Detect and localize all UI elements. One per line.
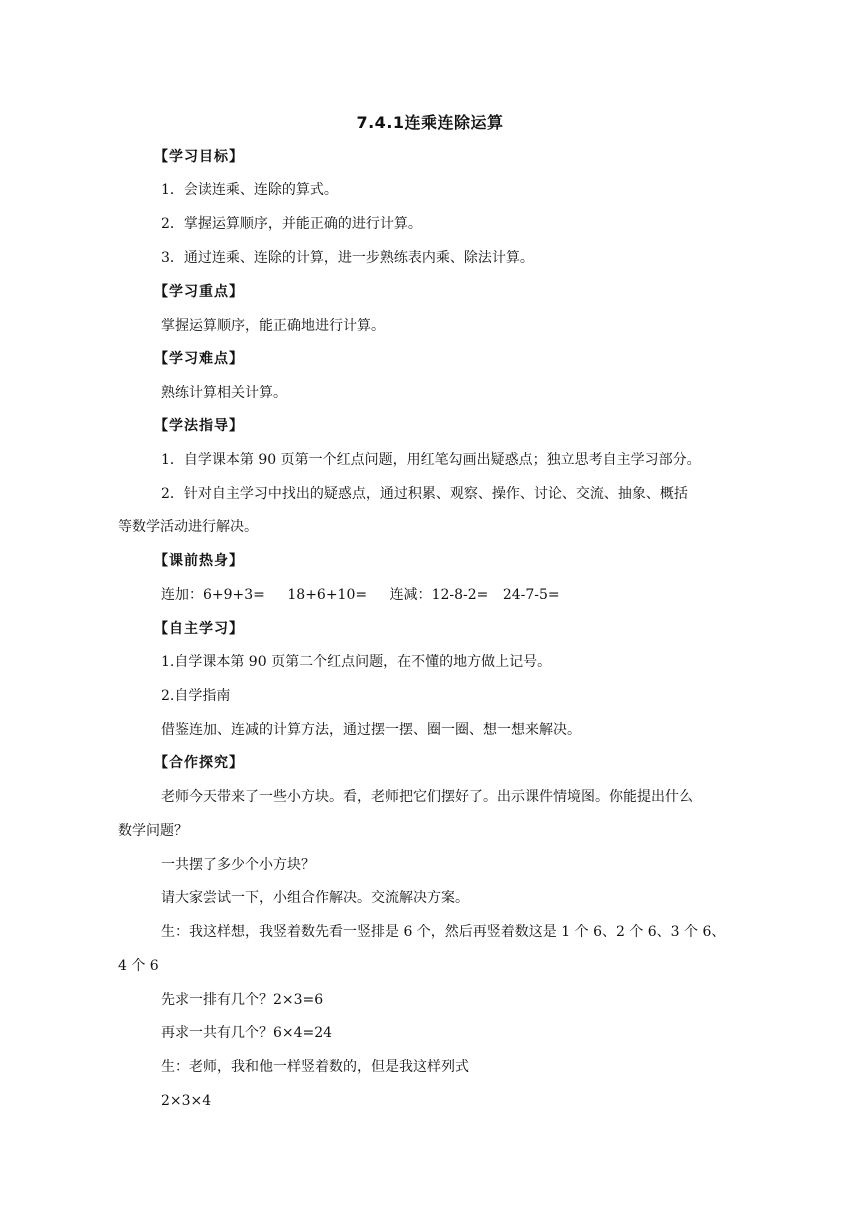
warmup-add-label: 连加：: [161, 587, 203, 603]
section-heading-key-points: 【学习重点】: [154, 284, 244, 300]
document-title: 7.4.1连乘连除运算: [356, 113, 504, 132]
self-study-guide: 借鉴连加、连减的计算方法，通过摆一摆、圈一圈、想一想来解决。: [161, 722, 581, 738]
cooperate-paragraph-1-line-1: 老师今天带来了一些小方块。看，老师把它们摆好了。出示课件情境图。你能提出什么: [161, 789, 693, 805]
key-points-text: 掌握运算顺序，能正确地进行计算。: [161, 318, 385, 334]
goal-item-3: 3．通过连乘、连除的计算，进一步熟练表内乘、除法计算。: [161, 250, 534, 266]
cooperate-paragraph-1-line-2: 数学问题？: [118, 823, 188, 839]
section-heading-goals: 【学习目标】: [154, 149, 244, 165]
warmup-add-2: 18+6+10=: [287, 587, 368, 603]
cooperate-paragraph-4-line-1: 生：我这样想，我竖着数先看一竖排是 6 个，然后再竖着数这是 1 个 6、2 个 6、3 个 6、: [161, 924, 726, 940]
cooperate-paragraph-4-line-2: 4 个 6: [118, 958, 159, 974]
warmup-sub-1: 12-8-2=: [431, 587, 489, 603]
warmup-exercises: [161, 585, 560, 605]
goal-item-1: 1．会读连乘、连除的算式。: [161, 182, 338, 198]
method-item-2-line-1: 2．针对自主学习中找出的疑惑点，通过积累、观察、操作、讨论、交流、抽象、概括: [161, 486, 688, 502]
self-study-item-2: 2.自学指南: [161, 688, 231, 704]
section-heading-warmup: 【课前热身】: [154, 553, 244, 569]
method-item-1: 1．自学课本第 90 页第一个红点问题，用红笔勾画出疑惑点；独立思考自主学习部分。: [161, 452, 701, 468]
warmup-sub-label: 连减：: [389, 587, 432, 603]
warmup-sub-2: 24-7-5=: [502, 587, 560, 603]
cooperate-paragraph-6: 再求一共有几个？6×4=24: [161, 1025, 333, 1041]
cooperate-paragraph-8: 2×3×4: [161, 1093, 212, 1109]
cooperate-paragraph-2: 一共摆了多少个小方块？: [161, 857, 315, 873]
section-heading-cooperate: 【合作探究】: [154, 755, 244, 771]
cooperate-paragraph-3: 请大家尝试一下，小组合作解决。交流解决方案。: [161, 890, 469, 906]
warmup-add-1: 6+9+3=: [203, 587, 265, 603]
method-item-2-line-2: 等数学活动进行解决。: [118, 519, 258, 535]
section-heading-self-study: 【自主学习】: [154, 621, 244, 637]
cooperate-paragraph-7: 生：老师，我和他一样竖着数的，但是我这样列式: [161, 1059, 469, 1075]
section-heading-difficulties: 【学习难点】: [154, 351, 244, 367]
section-heading-method: 【学法指导】: [154, 418, 244, 434]
goal-item-2: 2．掌握运算顺序，并能正确的进行计算。: [161, 216, 422, 232]
cooperate-paragraph-5: 先求一排有几个？2×3=6: [161, 992, 324, 1008]
difficulties-text: 熟练计算相关计算。: [161, 385, 287, 401]
self-study-item-1: 1.自学课本第 90 页第二个红点问题，在不懂的地方做上记号。: [161, 654, 552, 670]
